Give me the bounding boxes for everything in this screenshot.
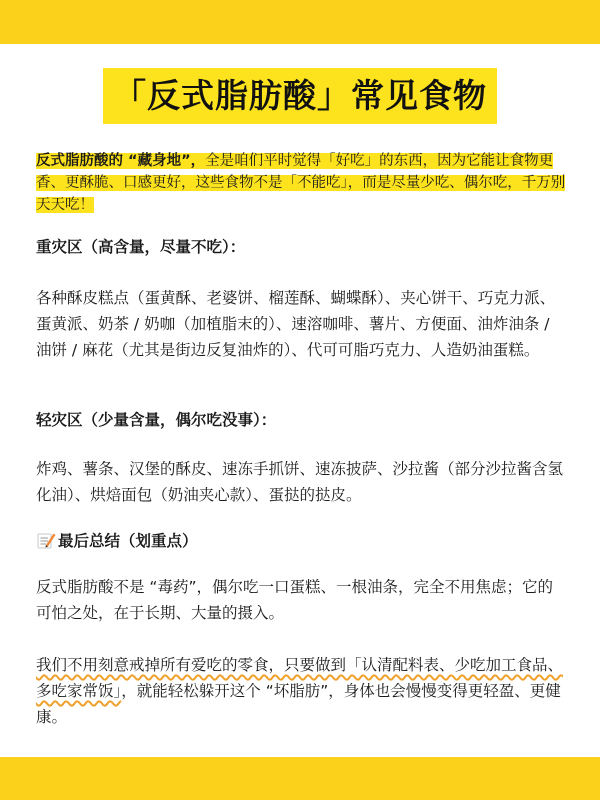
top-color-band	[0, 0, 600, 44]
intro-paragraph	[36, 150, 566, 216]
intro-lead: 反式脂肪酸的 “藏身地”	[36, 153, 191, 169]
summary-heading	[36, 528, 198, 554]
bottom-color-band	[0, 757, 600, 800]
section-body-heavy: 各种酥皮糕点（蛋黄酥、老婆饼、榴莲酥、蝴蝶酥）、夹心饼干、巧克力派、蛋黄派、奶茶 / 奶咖（加植脂末的）、速溶咖啡、薯片、方便面、油炸油条 / 油饼 / 麻花（尤其是街边反复油炸的）、代可可脂巧克力、人造奶油蛋糕。	[36, 289, 556, 359]
section-heading-light: 轻灾区（少量含量，偶尔吃没事）：	[36, 411, 277, 429]
title-block	[0, 68, 600, 124]
summary-heading-text: 最后总结（划重点）	[58, 532, 198, 550]
intro-rest: 全是咱们平时觉得「好吃」的东西，因为它能让食物更香、更酥脆、口感更好，这些食物不是「不能吃」，而是尽量少吃、偶尔吃，千万别天天吃！	[36, 153, 566, 213]
summary-paragraph-2	[36, 652, 566, 730]
summary-paragraph-1: 反式脂肪酸不是 “毒药”，偶尔吃一口蛋糕、一根油条，完全不用焦虑；它的可怕之处，在于长期、大量的摄入。	[36, 578, 553, 622]
intro-highlight	[36, 153, 565, 213]
section-heading-heavy: 重灾区（高含量，尽量不吃）：	[36, 238, 246, 256]
summary-underlined-text: 我们不用刻意戒掉所有爱吃的零食，只要做到「认清配料表、少吃加工食品、多吃家常饭」	[36, 656, 564, 700]
section-body-light: 炸鸡、薯条、汉堡的酥皮、速冻手抓饼、速冻披萨、沙拉酱（部分沙拉酱含氢化油）、烘焙面包（奶油夹心款）、蛋挞的挞皮。	[36, 460, 564, 504]
summary-rest-text: ，就能轻松躲开这个 “坏脂肪”，身体也会慢慢变得更轻盈、更健康。	[36, 682, 561, 726]
memo-icon	[36, 531, 56, 549]
page-title: 「反式脂肪酸」常见食物	[103, 68, 497, 124]
intro-comma: ，	[190, 153, 206, 169]
